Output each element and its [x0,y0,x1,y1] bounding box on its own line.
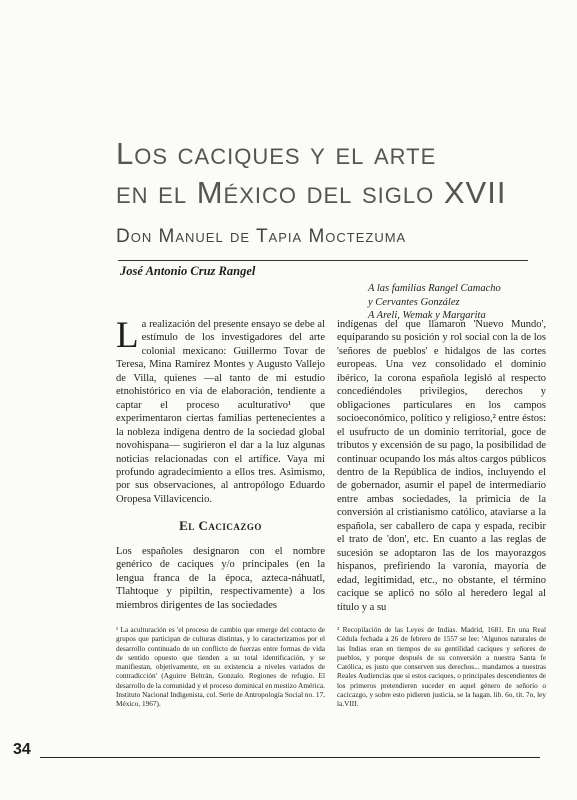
article-title-line-2: en el México del siglo XVII [116,175,507,210]
intro-paragraph [116,315,325,506]
footnote-left [116,625,325,709]
article-subtitle: Don Manuel de Tapia Moctezuma [116,226,407,247]
section-paragraph: Los españoles designaron con el nombre genérico de caciques y/o principales (en la lengua franca de la época, azteca-náhuatl, Tlahtoque y pipiltin, respectivamente) a los miembros dirigentes de las sociedades [116,545,325,611]
footnote-1: ¹ La aculturación es 'el proceso de cambio que emerge del contacto de grupos que participan de culturas distintas, y lo caracterizamos por el desarrollo continuado de un conflicto de fuerzas entre formas de vida de sentido opuesto que tienden a su total identificación, y se manifiestan, objetivamente, en su existencia a niveles variados de contradicción' (Aguirre Beltrán, Gonzalo. Regiones de refugio. El desarrollo de la comunidad y el proceso dominical en mestizo América. Instituto Nacional Indigenista, col. Serie de Antropología Social no. 17, México, 1967). [116,625,325,709]
section-heading [116,519,325,532]
author-name: José Antonio Cruz Rangel [120,264,256,278]
intro-text: a realización del presente ensayo se debe al estímulo de los investigadores del arte colonial mexicano: Guillermo Tovar de Teresa, Mina Ramírez Montes y Augusto Vallejo de Villa, quienes —al tanto de mi estudio etnohistórico en vía de elaboración, tendiente a captar el proceso aculturativo¹ que experimentaron ciertas familias pertenecientes a la nobleza indígena dentro de la sociedad global novohispana— sugirieron el dar a la luz algunas noticias relacionadas con el artífice. Vaya mi profundo agradecimiento a ellos tres. Asimismo, por sus observaciones, al antropólogo Eduardo Oropesa Villavicencio. [116,319,325,505]
footnote-2: ² Recopilación de las Leyes de Indias. Madrid, 1681. En una Real Cédula fechada a 26 de febrero de 1557 se lee: 'Algunos naturales de las Indias eran en tiempos de su gentilidad caciques y señores de pueblos, y porque después de su conversión a nuestra Santa fe Católica, es justo que conserven sus derechos... mandamos a nuestras Reales Audiencias que si estos caciques, o principales descendientes de los primeros pretendieren suceder en aquel género de señorío o cacicazgo, y sobre esto pidieren justicia, se la hagan. lib. 6o, tít. 7o, ley la.VIII. [337,625,546,709]
article-title-line-1: Los caciques y el arte [116,136,437,171]
footnote-right [337,625,546,709]
body-column-left [116,315,325,612]
footer-rule [40,757,540,758]
dedication: A las familias Rangel Camacho y Cervantes González A Areli, Wemak y Margarita [368,283,501,321]
section-heading-text: El Cacicazgo [179,518,262,534]
body-column-right [337,318,546,614]
drop-cap: L [116,315,139,356]
right-paragraph: indígenas del que llamaron 'Nuevo Mundo', equiparando su posición y rol social con la de los 'señores de pueblos' e hidalgos de las cortes europeas. Una vez consolidado el dominio ibérico, la corona española legisló al respecto concediéndoles privilegios, derechos y obligaciones particulares en los campos socioeconómico, político y religioso,² entre éstos: el usufructo de un dominio territorial, goce de tributos y excensión de su pago, la posibilidad de continuar ocupando los más altos cargos públicos dentro de la República de indios, incluyendo el de gobernador, asumir el papel de intermediario entre ambas sociedades, la primicia de la conversión al cristianismo católico, ataviarse a la española, ser caballero de capa y espada, recibir el trato de 'don', etc. En cuanto a las reglas de sucesión se adoptaron las de los mayorazgos hispanos, prefiriendo la varonía, mayoría de edad, legitimidad, etc., no obstante, el término cacique se aplicó no sólo al heredero legal al título y a su [337,319,546,613]
page-number: 34 [13,741,31,758]
header-rule [118,260,528,261]
